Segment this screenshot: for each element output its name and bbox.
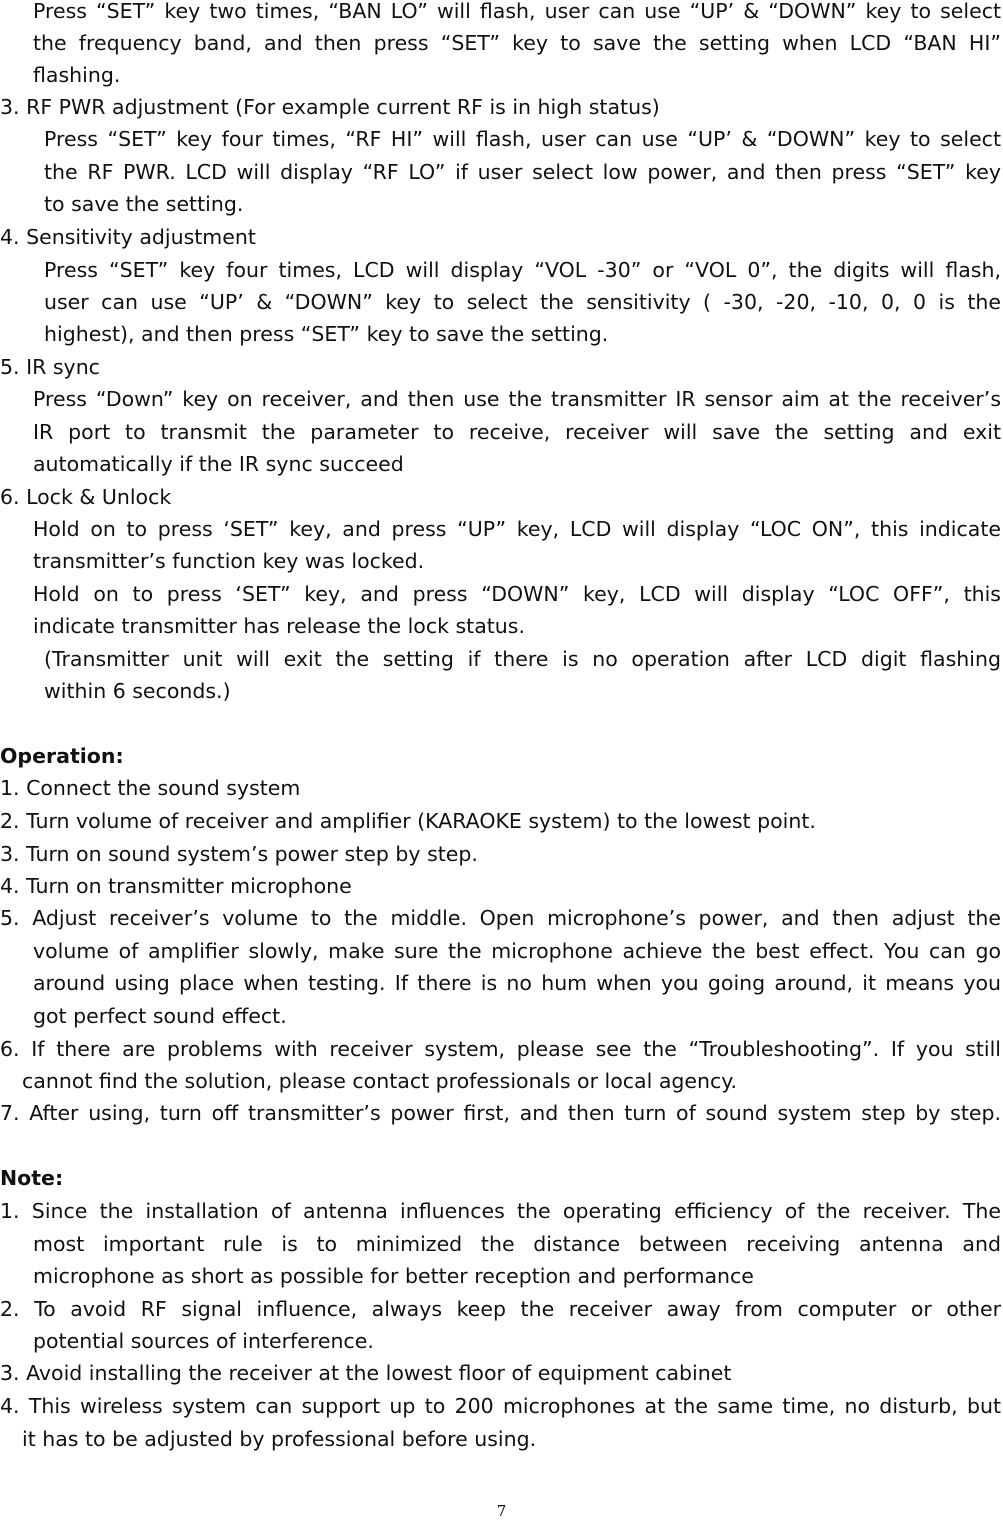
text-line: automatically if the IR sync succeed — [33, 452, 404, 476]
list-item-continuation: microphone as short as possible for better reception and performance — [33, 1264, 754, 1288]
text-line: indicate transmitter has release the lock status. — [33, 614, 525, 638]
text-line: Press “SET” key four times, LCD will display “VOL -30” or “VOL 0”, the digits will flash, — [44, 258, 1001, 282]
text-line: Press “Down” key on receiver, and then use the transmitter IR sensor aim at the receiver’s — [33, 387, 1001, 411]
list-item-continuation: it has to be adjusted by professional before using. — [22, 1427, 537, 1451]
text-line: transmitter’s function key was locked. — [33, 549, 425, 573]
text-line: highest), and then press “SET” key to save the setting. — [44, 322, 609, 346]
item-heading: 3. RF PWR adjustment (For example current RF is in high status) — [0, 95, 660, 119]
item-heading: 5. IR sync — [0, 355, 100, 379]
text-line: user can use “UP’ & “DOWN” key to select the sensitivity ( -30, -20, -10, 0, 0 is the — [44, 290, 1001, 314]
list-item-continuation: got perfect sound effect. — [33, 1004, 287, 1028]
list-item-continuation: potential sources of interference. — [33, 1329, 374, 1353]
list-item-continuation: volume of amplifier slowly, make sure the microphone achieve the best effect. You can go — [33, 939, 1001, 963]
list-item: 5. Adjust receiver’s volume to the middle. Open microphone’s power, and then adjust the — [0, 906, 1001, 930]
text-line: to save the setting. — [44, 192, 244, 216]
list-item: 3. Avoid installing the receiver at the lowest floor of equipment cabinet — [0, 1361, 732, 1385]
list-item: 1. Since the installation of antenna influences the operating efficiency of the receiver. The — [0, 1199, 1001, 1223]
list-item-continuation: around using place when testing. If there is no hum when you going around, it means you — [33, 971, 1001, 995]
list-item: 2. To avoid RF signal influence, always keep the receiver away from computer or other — [0, 1297, 1001, 1321]
text-line: within 6 seconds.) — [44, 679, 231, 703]
text-line: the RF PWR. LCD will display “RF LO” if user select low power, and then press “SET” key — [44, 160, 1001, 184]
section-heading-note: Note: — [0, 1166, 64, 1190]
text-line: flashing. — [33, 63, 121, 87]
page-number: 7 — [496, 1502, 507, 1520]
list-item: 1. Connect the sound system — [0, 776, 301, 800]
list-item-continuation: cannot find the solution, please contact professionals or local agency. — [22, 1069, 737, 1093]
list-item: 6. If there are problems with receiver system, please see the “Troubleshooting”. If you still — [0, 1037, 1001, 1061]
list-item: 4. Turn on transmitter microphone — [0, 874, 352, 898]
list-item: 3. Turn on sound system’s power step by step. — [0, 842, 478, 866]
list-item: 7. After using, turn off transmitter’s power first, and then turn of sound system step by step. — [0, 1101, 1001, 1125]
list-item: 4. This wireless system can support up to 200 microphones at the same time, no disturb, but — [0, 1394, 1001, 1418]
list-item-continuation: most important rule is to minimized the distance between receiving antenna and — [33, 1232, 1001, 1256]
item-heading: 4. Sensitivity adjustment — [0, 225, 256, 249]
text-line: Press “SET” key four times, “RF HI” will flash, user can use “UP’ & “DOWN” key to select — [44, 127, 1001, 151]
text-line: IR port to transmit the parameter to receive, receiver will save the setting and exit — [33, 420, 1001, 444]
text-line: Hold on to press ‘SET” key, and press “UP” key, LCD will display “LOC ON”, this indicate — [33, 517, 1001, 541]
list-item: 2. Turn volume of receiver and amplifier (KARAOKE system) to the lowest point. — [0, 809, 816, 833]
text-line: Hold on to press ‘SET” key, and press “DOWN” key, LCD will display “LOC OFF”, this — [33, 582, 1001, 606]
section-heading-operation: Operation: — [0, 744, 124, 768]
text-line: Press “SET” key two times, “BAN LO” will flash, user can use “UP’ & “DOWN” key to select — [33, 0, 1001, 23]
text-line: (Transmitter unit will exit the setting if there is no operation after LCD digit flashing — [44, 647, 1001, 671]
item-heading: 6. Lock & Unlock — [0, 485, 172, 509]
text-line: the frequency band, and then press “SET” key to save the setting when LCD “BAN HI” — [33, 31, 1001, 55]
